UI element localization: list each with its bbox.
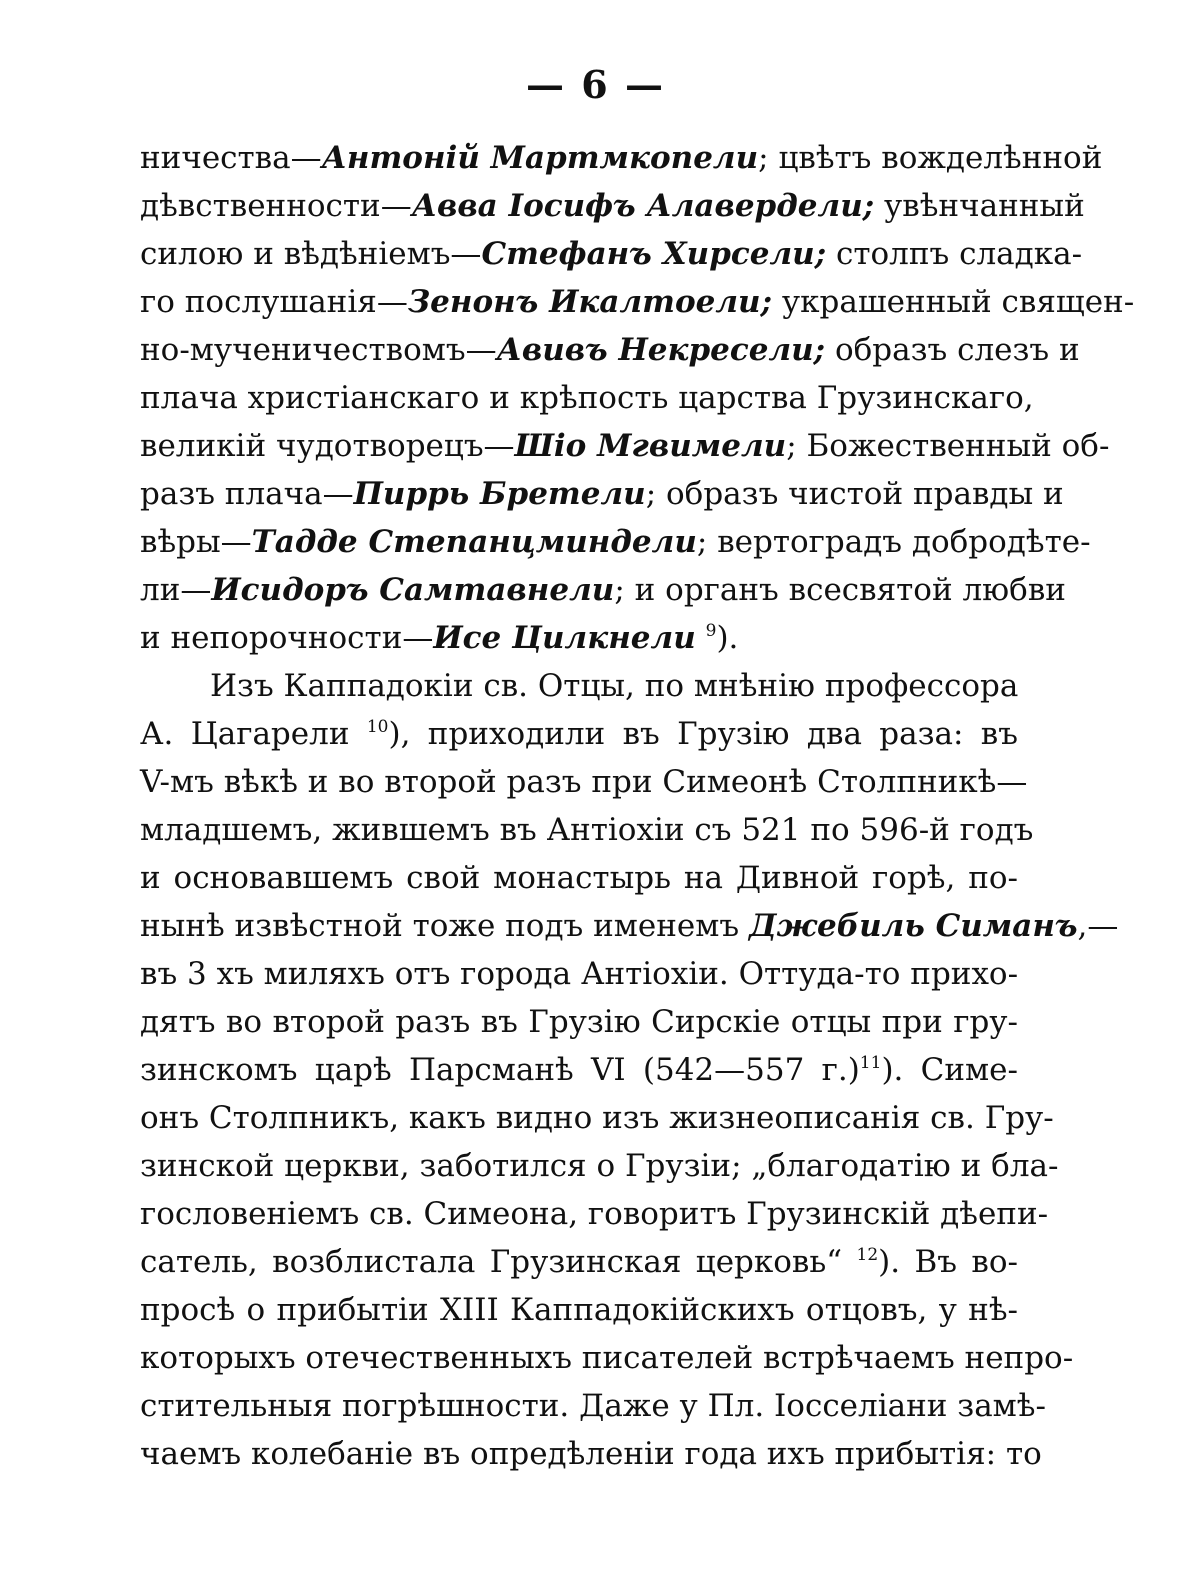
text-run: въ 3 хъ миляхъ отъ города Антіохіи. Оттуда-то прихо- xyxy=(140,956,1019,992)
text-line xyxy=(140,1382,1046,1430)
text-run: просѣ о прибытіи XIII Каппадокійскихъ отцовъ, у нѣ- xyxy=(140,1292,1018,1328)
text-run: украшенный священ- xyxy=(772,284,1135,320)
text-line xyxy=(140,422,1110,470)
text-run: и основавшемъ свой монастырь на Дивной горѣ, по- xyxy=(140,860,1018,896)
text-run: ). Въ во- xyxy=(878,1244,1018,1280)
text-run: силою и вѣдѣніемъ— xyxy=(140,236,482,272)
text-run: дѣвственности— xyxy=(140,188,412,224)
text-run: столпъ сладка- xyxy=(826,236,1083,272)
text-run: ). Симе- xyxy=(881,1052,1018,1088)
text-run: ; и органъ всесвятой любви xyxy=(614,572,1066,608)
text-line xyxy=(140,758,1028,806)
text-run: ; вертоградъ добродѣте- xyxy=(696,524,1091,560)
text-run: ), приходили въ Грузію два раза: въ xyxy=(388,716,1018,752)
text-line xyxy=(140,998,1018,1046)
saint-name: Исидоръ Самтавнели xyxy=(211,572,615,608)
text-run: зинской церкви, заботился о Грузіи; „благодатію и бла- xyxy=(140,1148,1059,1184)
footnote-ref: 11 xyxy=(859,1053,882,1073)
text-line xyxy=(140,1334,1074,1382)
text-line xyxy=(140,182,1085,230)
saint-name: Стефанъ Хирсели; xyxy=(481,236,827,272)
text-line xyxy=(140,1094,1054,1142)
text-run: ничества— xyxy=(140,140,322,176)
text-run: ; цвѣтъ вожделѣнной xyxy=(758,140,1103,176)
text-line xyxy=(140,710,1018,758)
text-run: плача христіанскаго и крѣпость царства Грузинскаго, xyxy=(140,380,1034,416)
text-run: и непорочности— xyxy=(140,620,434,656)
text-run: но-мученичествомъ— xyxy=(140,332,497,368)
text-line xyxy=(140,1142,1059,1190)
text-line xyxy=(140,902,1119,950)
text-run: ,— xyxy=(1077,908,1119,944)
text-run: ). xyxy=(716,620,739,656)
text-line xyxy=(140,806,1034,854)
text-line xyxy=(140,518,1091,566)
text-run: увѣнчанный xyxy=(874,188,1085,224)
text-run: дятъ во второй разъ въ Грузію Сирскіе отцы при гру- xyxy=(140,1004,1018,1040)
footnote-ref: 12 xyxy=(856,1245,879,1265)
text-run: го послушанія— xyxy=(140,284,408,320)
saint-name: Пиррь Бретели xyxy=(353,476,646,512)
page-number: — 6 — xyxy=(526,62,665,107)
saint-name: Тадде Степанцминдели xyxy=(251,524,697,560)
text-run: онъ Столпникъ, какъ видно изъ жизнеописанія св. Гру- xyxy=(140,1100,1054,1136)
text-run: образъ слезъ и xyxy=(825,332,1080,368)
text-run: ; образъ чистой правды и xyxy=(645,476,1064,512)
text-line xyxy=(140,614,1018,662)
text-line xyxy=(140,134,1103,182)
text-run: стительныя погрѣшности. Даже у Пл. Іосселіани замѣ- xyxy=(140,1388,1046,1424)
text-line xyxy=(140,230,1083,278)
saint-name: Антоній Мартмкопели xyxy=(321,140,759,176)
text-run: которыхъ отечественныхъ писателей встрѣчаемъ непро- xyxy=(140,1340,1074,1376)
text-line xyxy=(140,1238,1018,1286)
text-run: вѣры— xyxy=(140,524,252,560)
text-line xyxy=(140,278,1135,326)
body-text xyxy=(140,134,1135,1478)
saint-name: Джебиль Симанъ xyxy=(748,908,1078,944)
text-run: зинскомъ царѣ Парсманѣ VI (542—557 г.) xyxy=(140,1052,860,1088)
text-line xyxy=(140,1430,1042,1478)
saint-name: Авивъ Некресели; xyxy=(496,332,826,368)
text-run: сатель, возблистала Грузинская церковь“ xyxy=(140,1244,857,1280)
text-line xyxy=(140,470,1064,518)
text-run: разъ плача— xyxy=(140,476,354,512)
text-line xyxy=(140,662,1018,710)
saint-name: Зенонъ Икалтоели; xyxy=(407,284,773,320)
text-run: V-мъ вѣкѣ и во второй разъ при Симеонѣ Столпникѣ— xyxy=(140,764,1028,800)
text-line xyxy=(140,1286,1018,1334)
saint-name: Авва Іосифъ Алавердели; xyxy=(411,188,875,224)
text-run: нынѣ извѣстной тоже подъ именемъ xyxy=(140,908,749,944)
text-run: младшемъ, жившемъ въ Антіохіи съ 521 по 596-й годъ xyxy=(140,812,1034,848)
text-line xyxy=(140,1190,1049,1238)
text-line xyxy=(140,854,1018,902)
footnote-ref: 10 xyxy=(366,717,389,737)
text-line xyxy=(140,326,1080,374)
text-run: великій чудотворецъ— xyxy=(140,428,515,464)
text-line xyxy=(140,950,1018,998)
saint-name: Шіо Мгвимели xyxy=(514,428,787,464)
text-run xyxy=(696,620,706,656)
text-run: гословеніемъ св. Симеона, говоритъ Грузинскій дѣепи- xyxy=(140,1196,1049,1232)
text-run: А. Цагарели xyxy=(140,716,367,752)
text-line xyxy=(140,374,1034,422)
footnote-ref: 9 xyxy=(705,621,717,641)
text-line xyxy=(140,566,1066,614)
text-run: Изъ Каппадокіи св. Отцы, по мнѣнію профессора xyxy=(210,668,1019,704)
saint-name: Исе Цилкнели xyxy=(433,620,696,656)
text-run: ли— xyxy=(140,572,212,608)
text-run: ; Божественный об- xyxy=(786,428,1110,464)
text-run: чаемъ колебаніе въ опредѣленіи года ихъ прибытія: то xyxy=(140,1436,1042,1472)
text-line xyxy=(140,1046,1018,1094)
